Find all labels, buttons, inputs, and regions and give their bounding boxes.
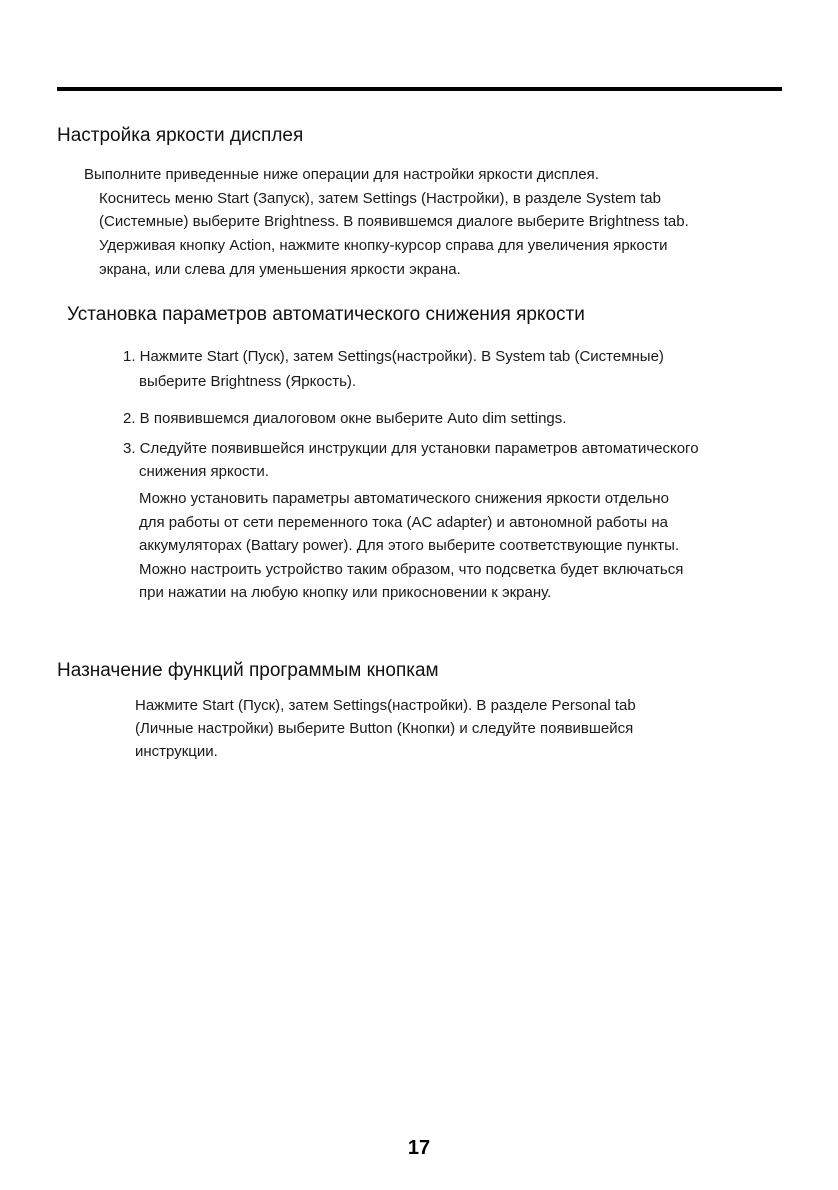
paragraph-line: Удерживая кнопку Action, нажмите кнопку-курсор справа для увеличения яркости	[99, 237, 668, 254]
list-item-step-2: 2. В появившемся диалоговом окне выберите Auto dim settings.	[123, 410, 567, 427]
section-intro: Выполните приведенные ниже операции для настройки яркости дисплея.	[84, 166, 599, 183]
list-item-step-1: 1. Нажмите Start (Пуск), затем Settings(настройки). В System tab (Системные)	[123, 348, 664, 365]
section-title-brightness: Настройка яркости дисплея	[57, 125, 304, 146]
paragraph-line: Коснитесь меню Start (Запуск), затем Settings (Настройки), в разделе System tab	[99, 190, 661, 207]
note-line: Можно установить параметры автоматического снижения яркости отдельно	[139, 490, 669, 507]
paragraph-line: (Личные настройки) выберите Button (Кнопки) и следуйте появившейся	[135, 720, 634, 737]
section-title-auto-dim: Установка параметров автоматического снижения яркости	[67, 304, 585, 325]
list-item-step-3: 3. Следуйте появившейся инструкции для установки параметров автоматического	[123, 440, 699, 457]
paragraph-line: инструкции.	[135, 743, 218, 760]
list-item-step-1-continuation: выберите Brightness (Яркость).	[139, 373, 357, 390]
list-item-step-3-continuation: снижения яркости.	[139, 463, 269, 480]
header-rule	[57, 87, 782, 91]
page-number: 17	[407, 1137, 431, 1159]
note-line: для работы от сети переменного тока (AC adapter) и автономной работы на	[139, 514, 668, 531]
paragraph-line: экрана, или слева для уменьшения яркости экрана.	[99, 261, 461, 278]
section-title-program-buttons: Назначение функций программым кнопкам	[57, 660, 439, 681]
note-line: аккумуляторах (Battary power). Для этого выберите соответствующие пункты.	[139, 537, 680, 554]
note-line: Можно настроить устройство таким образом, что подсветка будет включаться	[139, 561, 684, 578]
note-line: при нажатии на любую кнопку или прикосновении к экрану.	[139, 584, 552, 601]
paragraph-line: Нажмите Start (Пуск), затем Settings(настройки). В разделе Personal tab	[135, 697, 636, 714]
paragraph-line: (Системные) выберите Brightness. В появившемся диалоге выберите Brightness tab.	[99, 213, 689, 230]
